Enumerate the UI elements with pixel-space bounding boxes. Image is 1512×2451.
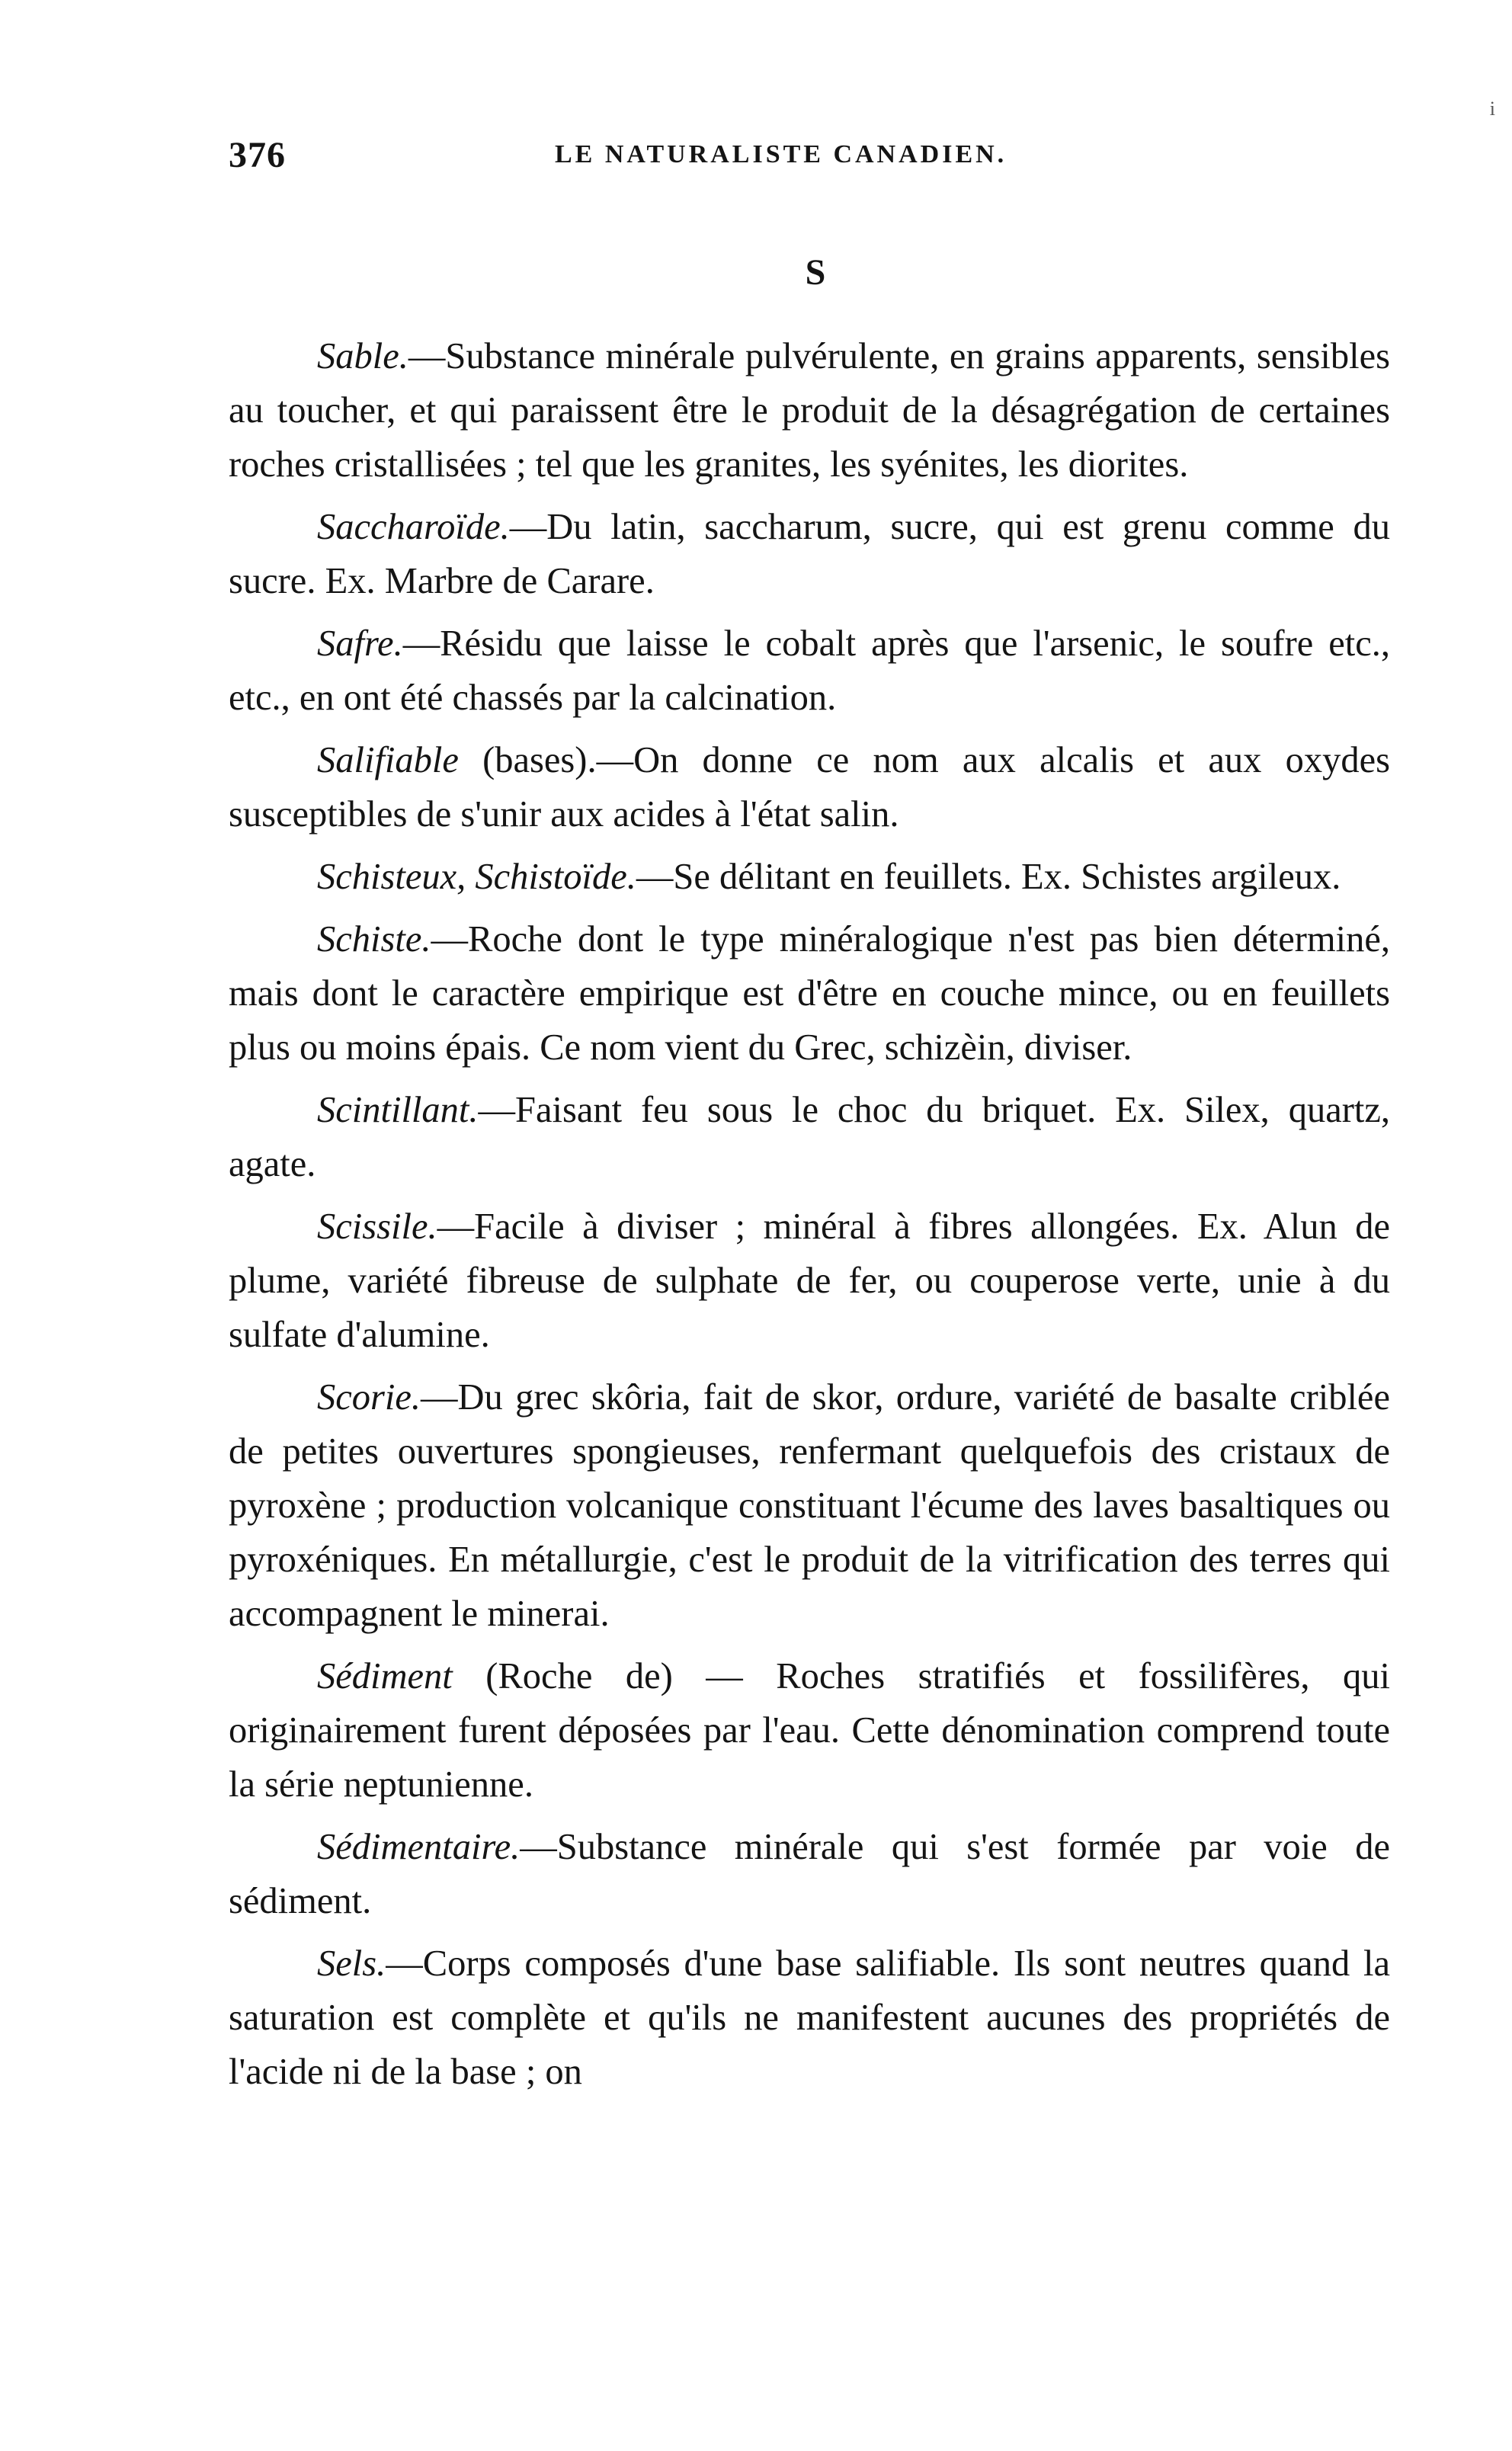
glossary-entry xyxy=(229,1937,1390,2099)
entry-term: Salifiable xyxy=(317,740,459,780)
entry-term: Safre. xyxy=(317,623,403,664)
glossary-entry xyxy=(229,617,1390,725)
glossary-entry xyxy=(229,500,1390,608)
entry-definition: —Se délitant en feuillets. Ex. Schistes argileux. xyxy=(636,857,1341,897)
glossary-entries xyxy=(229,329,1390,2107)
glossary-entry xyxy=(229,912,1390,1075)
glossary-entry xyxy=(229,1370,1390,1641)
entry-definition: —Substance minérale pulvérulente, en grains apparents, sensibles au toucher, et qui paraissent être le produit de la désagrégation de certaines roches cristallisées ; tel que les granites, les syénites, les diorites. xyxy=(229,336,1390,485)
entry-definition: —Résidu que laisse le cobalt après que l'arsenic, le soufre etc., etc., en ont été chassés par la calcination. xyxy=(229,623,1390,718)
entry-term: Saccharoïde. xyxy=(317,507,510,547)
glossary-entry xyxy=(229,329,1390,492)
entry-term: Sable. xyxy=(317,336,408,376)
entry-definition: (Roche de) — Roches stratifiés et fossilifères, qui originairement furent déposées par l'eau. Cette dénomination comprend toute la série neptunienne. xyxy=(229,1656,1390,1805)
running-header xyxy=(226,134,1384,180)
entry-definition: (bases).—On donne ce nom aux alcalis et aux oxydes susceptibles de s'unir aux acides à l'état salin. xyxy=(229,740,1390,835)
entry-definition: —Corps composés d'une base salifiable. Ils sont neutres quand la saturation est complète et qu'ils ne manifestent aucunes des propriétés de l'acide ni de la base ; on xyxy=(229,1943,1390,2092)
page-number: 376 xyxy=(229,135,286,175)
running-title: LE NATURALISTE CANADIEN. xyxy=(555,140,1007,168)
entry-term: Schiste. xyxy=(317,919,431,960)
glossary-entry xyxy=(229,1200,1390,1362)
entry-term: Sels. xyxy=(317,1943,386,1984)
glossary-entry xyxy=(229,1083,1390,1191)
entry-term: Sédimentaire. xyxy=(317,1827,521,1867)
entry-definition: —Du latin, saccharum, sucre, qui est grenu comme du sucre. Ex. Marbre de Carare. xyxy=(229,507,1390,601)
section-letter: S xyxy=(805,252,826,293)
glossary-entry xyxy=(229,1649,1390,1812)
entry-term: Scintillant. xyxy=(317,1090,479,1130)
glossary-entry xyxy=(229,1820,1390,1928)
entry-term: Schisteux, Schistoïde. xyxy=(317,857,636,897)
entry-definition: —Faisant feu sous le choc du briquet. Ex. Silex, quartz, agate. xyxy=(229,1090,1390,1184)
entry-definition: —Du grec skôria, fait de skor, ordure, variété de basalte criblée de petites ouvertures spongieuses, renfermant quelquefois des cristaux de pyroxène ; production volcanique constituant l'écume des laves basaltiques ou pyroxéniques. En métallurgie, c'est le produit de la vitrification des terres qui accompagnent le minerai. xyxy=(229,1377,1390,1634)
glossary-entry xyxy=(229,850,1390,904)
glossary-entry xyxy=(229,733,1390,841)
entry-definition: —Substance minérale qui s'est formée par voie de sédiment. xyxy=(229,1827,1390,1921)
entry-term: Scissile. xyxy=(317,1206,437,1247)
corner-mark: i xyxy=(1489,98,1495,120)
entry-definition: —Roche dont le type minéralogique n'est pas bien déterminé, mais dont le caractère empirique est d'être en couche mince, ou en feuillets plus ou moins épais. Ce nom vient du Grec, schizèin, diviser. xyxy=(229,919,1390,1068)
entry-term: Sédiment xyxy=(317,1656,453,1696)
entry-definition: —Facile à diviser ; minéral à fibres allongées. Ex. Alun de plume, variété fibreuse de sulphate de fer, ou couperose verte, unie à du sulfate d'alumine. xyxy=(229,1206,1390,1355)
entry-term: Scorie. xyxy=(317,1377,421,1418)
